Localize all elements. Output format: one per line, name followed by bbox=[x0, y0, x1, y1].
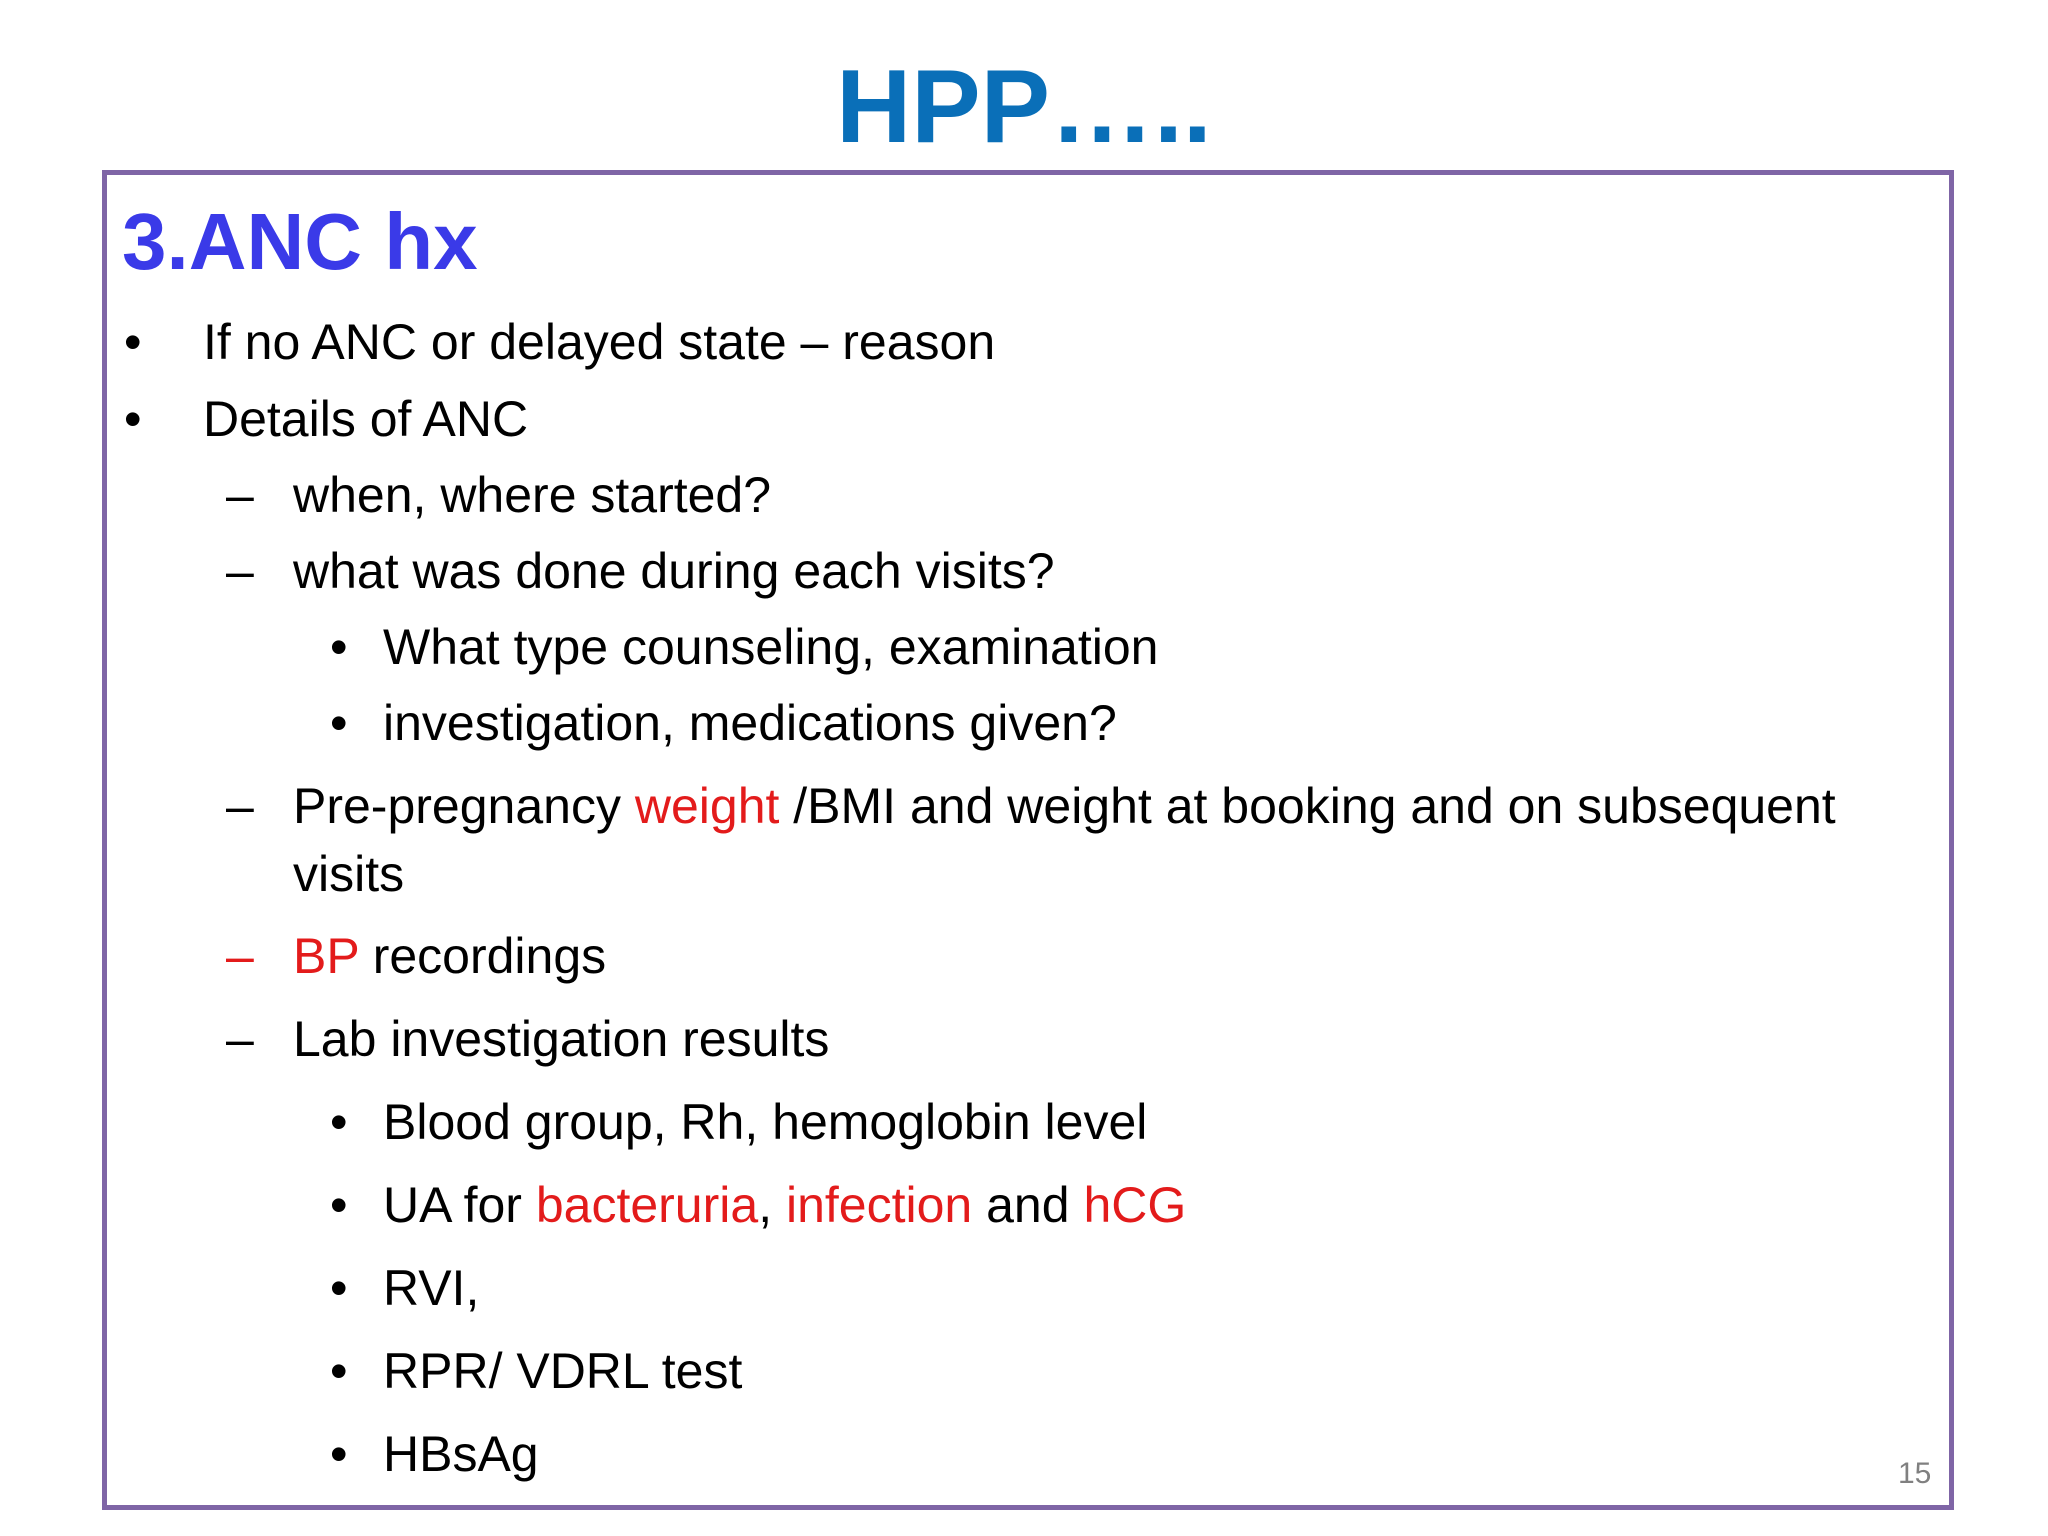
highlight-bp: BP bbox=[293, 928, 359, 984]
text-bmi-booking: /BMI and weight at booking and on subsequent bbox=[779, 778, 1836, 834]
highlight-weight: weight bbox=[634, 778, 780, 834]
bullet-marker: • bbox=[330, 1094, 348, 1150]
text-comma: , bbox=[758, 1177, 786, 1233]
page-number: 15 bbox=[1898, 1457, 1932, 1490]
list-item-blood-group: Blood group, Rh, hemoglobin level bbox=[383, 1094, 1148, 1150]
list-item-rpr-vdrl: RPR/ VDRL test bbox=[383, 1343, 743, 1399]
list-item-bp-recordings bbox=[293, 922, 606, 990]
list-item-pre-pregnancy-weight bbox=[293, 772, 1836, 840]
dash-marker: – bbox=[226, 928, 254, 984]
list-item-ua bbox=[383, 1171, 1186, 1239]
bullet-marker: • bbox=[330, 1426, 348, 1482]
dash-marker: – bbox=[226, 778, 254, 834]
highlight-hcg: hCG bbox=[1083, 1177, 1187, 1233]
text-and: and bbox=[972, 1177, 1084, 1233]
text-pre-pregnancy: Pre-pregnancy bbox=[293, 778, 635, 834]
list-item-visits-continuation: visits bbox=[293, 846, 405, 902]
highlight-infection: infection bbox=[785, 1177, 973, 1233]
highlight-bacteruria: bacteruria bbox=[535, 1177, 759, 1233]
text-ua-for: UA for bbox=[383, 1177, 536, 1233]
bullet-marker: • bbox=[330, 695, 348, 751]
bullet-marker: • bbox=[124, 391, 142, 447]
bullet-marker: • bbox=[330, 1260, 348, 1316]
section-heading: 3.ANC hx bbox=[122, 197, 478, 286]
list-item-what-done: what was done during each visits? bbox=[293, 543, 1055, 599]
list-item-when-where: when, where started? bbox=[293, 467, 772, 523]
list-item-hbsag: HBsAg bbox=[383, 1426, 539, 1482]
text-recordings: recordings bbox=[358, 928, 607, 984]
slide-title: HPP….. bbox=[836, 49, 1212, 165]
list-item-counseling: What type counseling, examination bbox=[383, 619, 1159, 675]
list-item-rvi: RVI, bbox=[383, 1260, 480, 1316]
dash-marker: – bbox=[226, 543, 254, 599]
dash-marker: – bbox=[226, 467, 254, 523]
bullet-marker: • bbox=[330, 1177, 348, 1233]
bullet-marker: • bbox=[330, 619, 348, 675]
dash-marker: – bbox=[226, 1011, 254, 1067]
list-item-no-anc-reason: If no ANC or delayed state – reason bbox=[203, 314, 996, 370]
list-item-lab-results: Lab investigation results bbox=[293, 1011, 830, 1067]
bullet-marker: • bbox=[330, 1343, 348, 1399]
bullet-marker: • bbox=[124, 314, 142, 370]
list-item-investigation-medications: investigation, medications given? bbox=[383, 695, 1117, 751]
list-item-details-of-anc: Details of ANC bbox=[203, 391, 529, 447]
